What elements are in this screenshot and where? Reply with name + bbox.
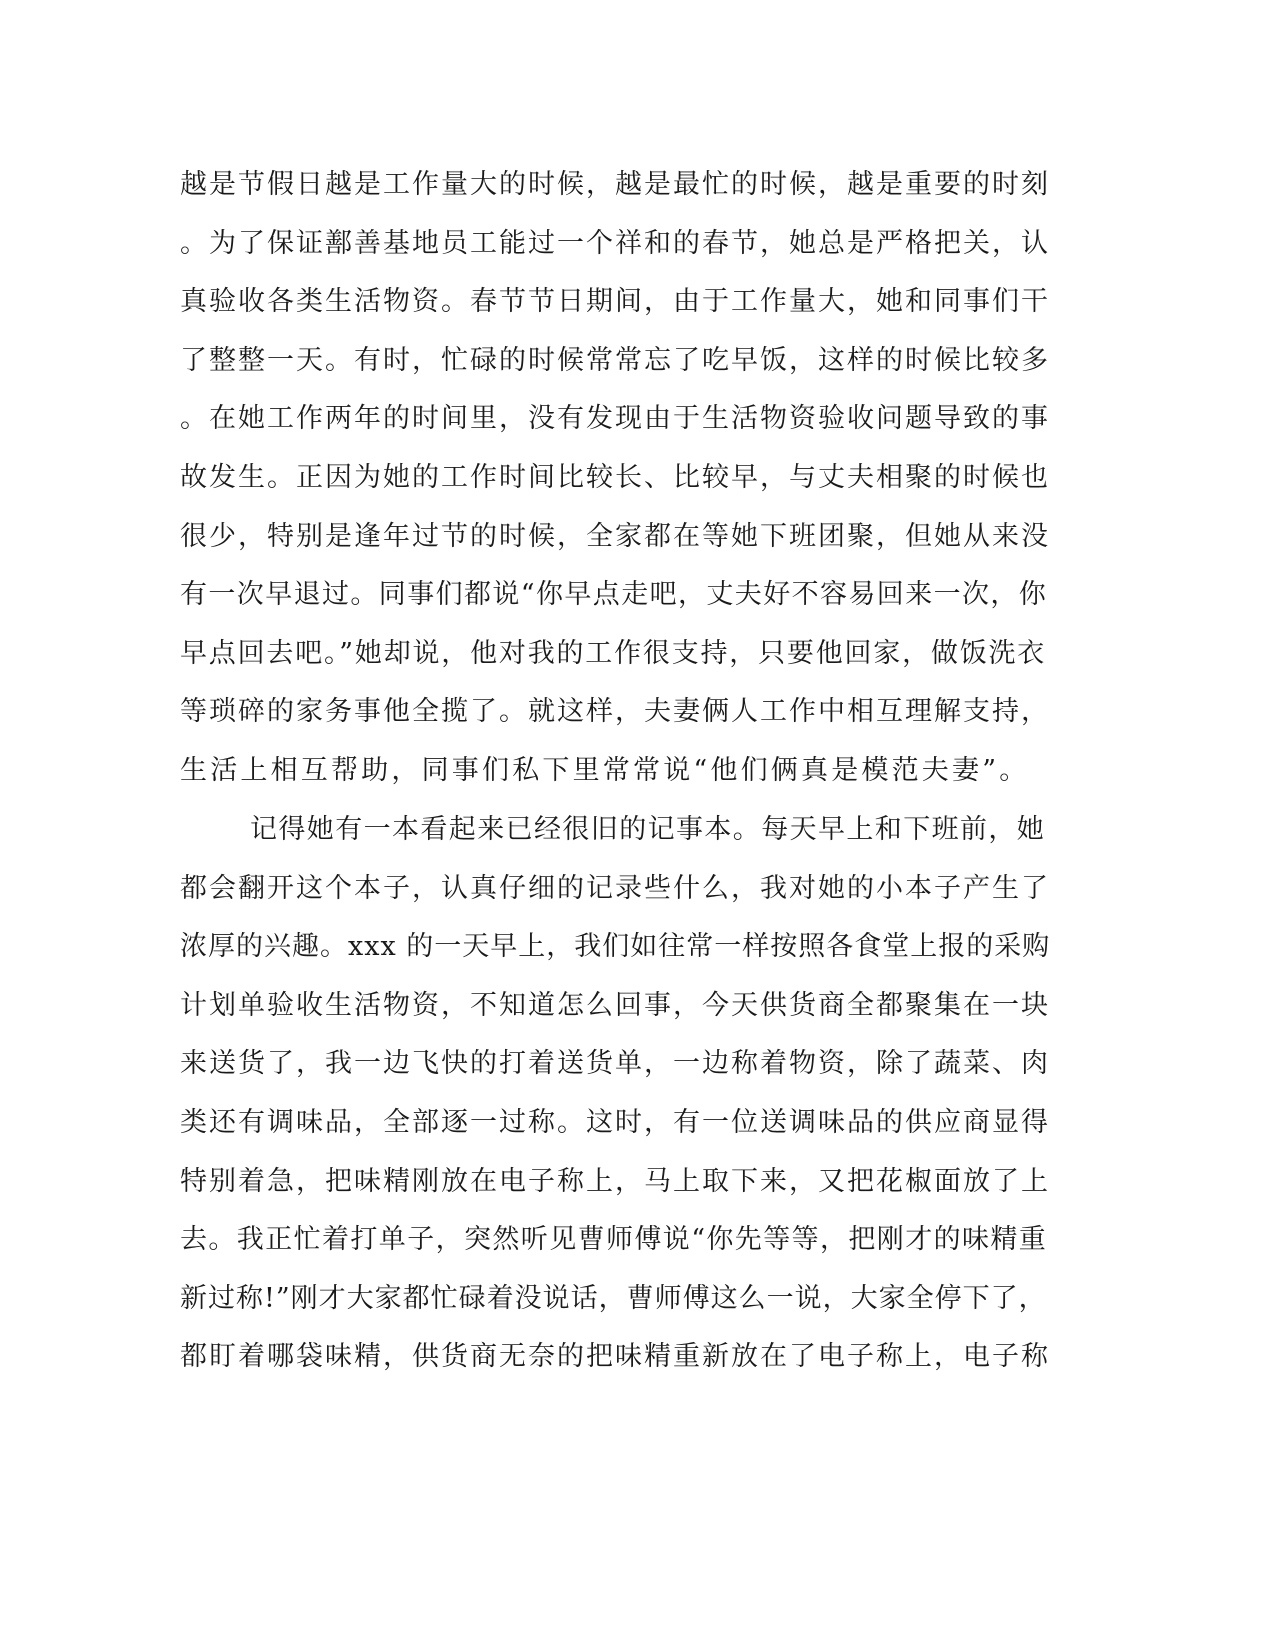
- text-line: 了整整一天。有时，忙碌的时候常常忘了吃早饭，这样的时候比较多: [180, 344, 1050, 376]
- text-line: 都盯着哪袋味精，供货商无奈的把味精重新放在了电子称上，电子称: [180, 1341, 1050, 1373]
- text-line: 。在她工作两年的时间里，没有发现由于生活物资验收问题导致的事: [180, 403, 1050, 435]
- text-line: 来送货了，我一边飞快的打着送货单，一边称着物资，除了蔬菜、肉: [180, 1048, 1050, 1080]
- text-line: 计划单验收生活物资，不知道怎么回事，今天供货商全都聚集在一块: [180, 989, 1050, 1021]
- text-line: 记得她有一本看起来已经很旧的记事本。每天早上和下班前，她: [250, 814, 1046, 845]
- text-line: 去。我正忙着打单子，突然听见曹师傅说“你先等等，把刚才的味精重: [180, 1224, 1048, 1256]
- text-line: 真验收各类生活物资。春节节日期间，由于工作量大，她和同事们干: [180, 286, 1050, 318]
- text-line: 等琐碎的家务事他全揽了。就这样，夫妻俩人工作中相互理解支持，: [180, 696, 1050, 728]
- text-line: 都会翻开这个本子，认真仔细的记录些什么，我对她的小本子产生了: [180, 872, 1050, 904]
- text-line: 生活上相互帮助，同事们私下里常常说“他们俩真是模范夫妻”。: [180, 754, 1030, 786]
- text-line: 新过称!”刚才大家都忙碌着没说话，曹师傅这么一说，大家全停下了，: [180, 1282, 1047, 1314]
- text-line: 。为了保证鄯善基地员工能过一个祥和的春节，她总是严格把关，认: [180, 227, 1050, 259]
- paragraph-1: [180, 160, 1050, 805]
- text-line: 很少，特别是逢年过节的时候，全家都在等她下班团聚，但她从来没: [180, 520, 1050, 552]
- text-line: 有一次早退过。同事们都说“你早点走吧，丈夫好不容易回来一次，你: [180, 579, 1048, 611]
- text-line: 特别着急，把味精刚放在电子称上，马上取下来，又把花椒面放了上: [180, 1165, 1050, 1197]
- text-line: 故发生。正因为她的工作时间比较长、比较早，与丈夫相聚的时候也: [180, 461, 1050, 493]
- text-line: 越是节假日越是工作量大的时候，越是最忙的时候，越是重要的时刻: [180, 169, 1050, 200]
- text-line: 类还有调味品，全部逐一过称。这时，有一位送调味品的供应商显得: [180, 1106, 1050, 1138]
- text-line: 浓厚的兴趣。xxx 的一天早上，我们如往常一样按照各食堂上报的采购: [180, 931, 1051, 963]
- text-line: 早点回去吧。”她却说，他对我的工作很支持，只要他回家，做饭洗衣: [180, 637, 1047, 669]
- paragraph-2: [180, 805, 1050, 1391]
